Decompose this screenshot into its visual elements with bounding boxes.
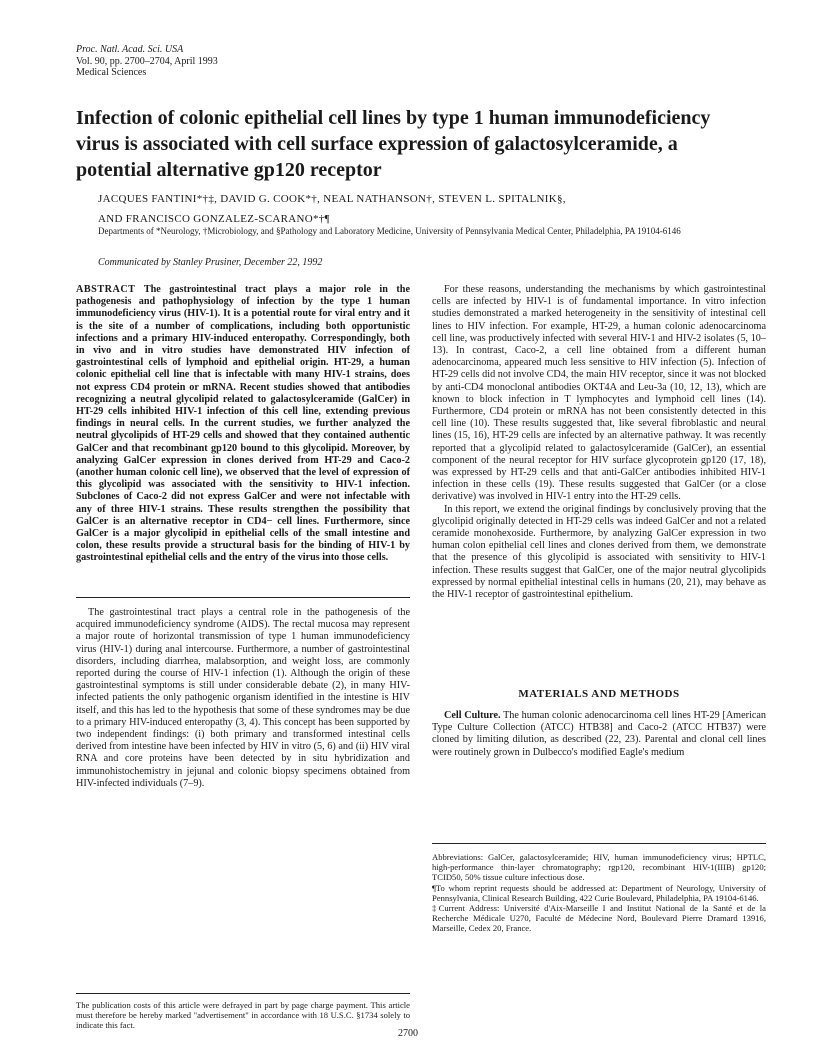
abstract-text: The gastrointestinal tract plays a major role in the pathogenesis and pathophysiology of infection by the type 1 human immunodeficiency virus (HIV-1). It is a potential route for viral entry and it is the site of a number of complications, including both opportunistic infections and a primary HIV-induced enteropathy. Correspondingly, both in vivo and in vitro studies have demonstrated HIV infection of gastrointestinal cells of lymphoid and epithelial origin. HT-29, a human colonic epithelial cell line that is infectable with many HIV-1 strains, does not express CD4 protein or mRNA. Recent studies showed that antibodies recognizing a neutral glycolipid related to galactosylceramide (GalCer) in HT-29 cells inhibited HIV-1 infection of this cell line, extending previous findings in neural cells. In the current studies, we further analyzed the neutral glycolipids of HT-29 cells and showed that they contained authentic GalCer and that recombinant gp120 bound to this glycolipid. Moreover, by analyzing GalCer expression in clones derived from HT-29 and Caco-2 (another human colonic cell line), we observed that the level of expression of this glycolipid was associated with the sensitivity to HIV-1 infection. Subclones of Caco-2 did not express GalCer and were not infectable with any of three HIV-1 strains. These results strengthen the possibility that GalCer is an alternative receptor in CD4− cell lines. Furthermore, since GalCer is a major glycolipid in epithelial cells of the small intestine and colon, these results provide a structural basis for the binding of HIV-1 by gastrointestinal epithelial cells and the entry of the virus into those cells. (76, 284, 410, 564)
right-column-text (432, 284, 766, 601)
methods-heading: MATERIALS AND METHODS (518, 688, 680, 700)
author-list (98, 189, 758, 229)
cell-culture-paragraph (432, 710, 766, 759)
cell-culture-text: The human colonic adenocarcinoma cell lines HT-29 [American Type Culture Collection (ATCC) HTB38] and Caco-2 (ATCC HTB37) were cloned by limiting dilution, as described (22, 23). Parental and clonal cell lines were routinely grown in Dulbecco's modified Eagle's medium (432, 710, 766, 758)
abstract-divider (76, 597, 410, 598)
paragraph-this-report: In this report, we extend the original findings by conclusively proving that the glycolipid originally detected in HT-29 cells was indeed GalCer and not a related ceramide monohexoside. Furthermore, by analyzing GalCer expression in two human colon epithelial cell lines and clones derived from them, we demonstrate that the presence of this glycolipid is associated with sensitivity to HIV-1 infection. These results suggest that GalCer, one of the major neutral glycolipids expressed by normal epithelial intestinal cells in humans (20, 21), may behave as the HIV-1 receptor of gastrointestinal epithelium. (432, 503, 766, 601)
page-number: 2700 (398, 1028, 418, 1039)
journal-volume: Vol. 90, pp. 2700–2704, April 1993 (76, 55, 218, 67)
abbreviations-footnote: Abbreviations: GalCer, galactosylceramide; HIV, human immunodeficiency virus; HPTLC, high-performance thin-layer chromatography; rgp120, recombinant HIV-1(IIIB) gp120; TCID50, 50% tissue culture infectious dose. (432, 852, 766, 883)
journal-section: Medical Sciences (76, 67, 147, 78)
authors-line-2: AND FRANCISCO GONZALEZ-SCARANO*†¶ (98, 213, 330, 225)
cost-divider (76, 993, 410, 994)
journal-name: Proc. Natl. Acad. Sci. USA (76, 44, 184, 55)
article-title: Infection of colonic epithelial cell lines by type 1 human immunodeficiency virus is associated with cell surface expression of galactosylceramide, a potential alternative gp120 receptor (76, 107, 711, 181)
footnotes (432, 852, 766, 934)
cell-culture-label: Cell Culture. (444, 710, 501, 721)
introduction-paragraph: The gastrointestinal tract plays a central role in the pathogenesis of the acquired immunodeficiency syndrome (AIDS). The rectal mucosa may represent a major route of horizontal transmission of type 1 human immunodeficiency virus (HIV-1) during anal intercourse. Furthermore, a number of gastrointestinal disorders, including diarrhea, malabsorption, and weight loss, are commonly reported during the course of HIV-1 infection (1). Although the origin of these gastrointestinal symptoms is still under considerable debate (2), in many HIV-infected patients the only pathogenic organism identified in the intestine is HIV itself, and this has led to the hypothesis that some of these syndromes may be due to a primary HIV-induced enteropathy (3, 4). This concept has been supported by two independent findings: (i) both primary and transformed intestinal cells derived from intestine have been infected by HIV in vitro (5, 6) and (ii) HIV viral RNA and core proteins have been detected by in situ hybridization and immunohistochemistry in jejunal and colonic biopsy specimens obtained from HIV-infected individuals (7–9). (76, 607, 410, 789)
publication-cost-note: The publication costs of this article were defrayed in part by page charge payment. This article must therefore be hereby marked "advertisement" in accordance with 18 U.S.C. §1734 solely to indicate this fact. (76, 1000, 410, 1031)
authors-line-1: JACQUES FANTINI*†‡, DAVID G. COOK*†, NEAL NATHANSON†, STEVEN L. SPITALNIK§, (98, 193, 566, 205)
abstract (76, 284, 410, 565)
paragraph-reasons: For these reasons, understanding the mechanisms by which gastrointestinal cells are infected by HIV-1 is of fundamental importance. In vitro infection studies demonstrated a marked heterogeneity in the sensitivity of intestinal cell lines to HIV infection. For example, HT-29, a human colonic adenocarcinoma cell line, was productively infected with several HIV-1 and HIV-2 isolates (5, 10–13). In contrast, Caco-2, a cell line obtained from a different human adenocarcinoma, appeared much less sensitive to HIV infection (5). Infection of HT-29 cells did not involve CD4, the main HIV receptor, since it was not blocked by anti-CD4 monoclonal antibodies OKT4A and Leu-3a (10, 12, 13), which are known to block infection in T lymphocytes and lymphoid cell lines (14). Furthermore, CD4 protein or mRNA has not been consistently detected in this cell line (10). These results suggested that, like several fibroblastic and neural lines (15, 16), HT-29 cells are infected by an alternative pathway. It was recently reported that a glycolipid related to galactosylceramide (GalCer), an essential component of the neural receptor for HIV surface glycoprotein gp120 (17, 18), was expressed by HT-29 cells and that anti-GalCer antibodies inhibited HIV-1 infection in these cells (19). These results suggested that GalCer (or a close derivative) was involved in HIV-1 entry into the HT-29 cells. (432, 284, 766, 503)
reprint-footnote: ¶To whom reprint requests should be addressed at: Department of Neurology, University of Pennsylvania, Clinical Research Building, 422 Curie Boulevard, Philadelphia, PA 19104-6146. (432, 882, 766, 903)
affiliations: Departments of *Neurology, †Microbiology, and §Pathology and Laboratory Medicine, University of Pennsylvania Medical Center, Philadelphia, PA 19104-6146 (98, 226, 681, 236)
abstract-label: ABSTRACT (76, 284, 136, 295)
footnote-divider (432, 843, 766, 844)
address-footnote: ‡Current Address: Université d'Aix-Marseille I and Institut National de la Santé et de la Recherche Médicale U270, Faculté de Médecine Nord, Boulevard Pierre Dramard 13916, Marseille, Cedex 20, France. (432, 903, 766, 934)
communicated-by: Communicated by Stanley Prusiner, December 22, 1992 (98, 257, 323, 268)
journal-header (76, 44, 218, 79)
